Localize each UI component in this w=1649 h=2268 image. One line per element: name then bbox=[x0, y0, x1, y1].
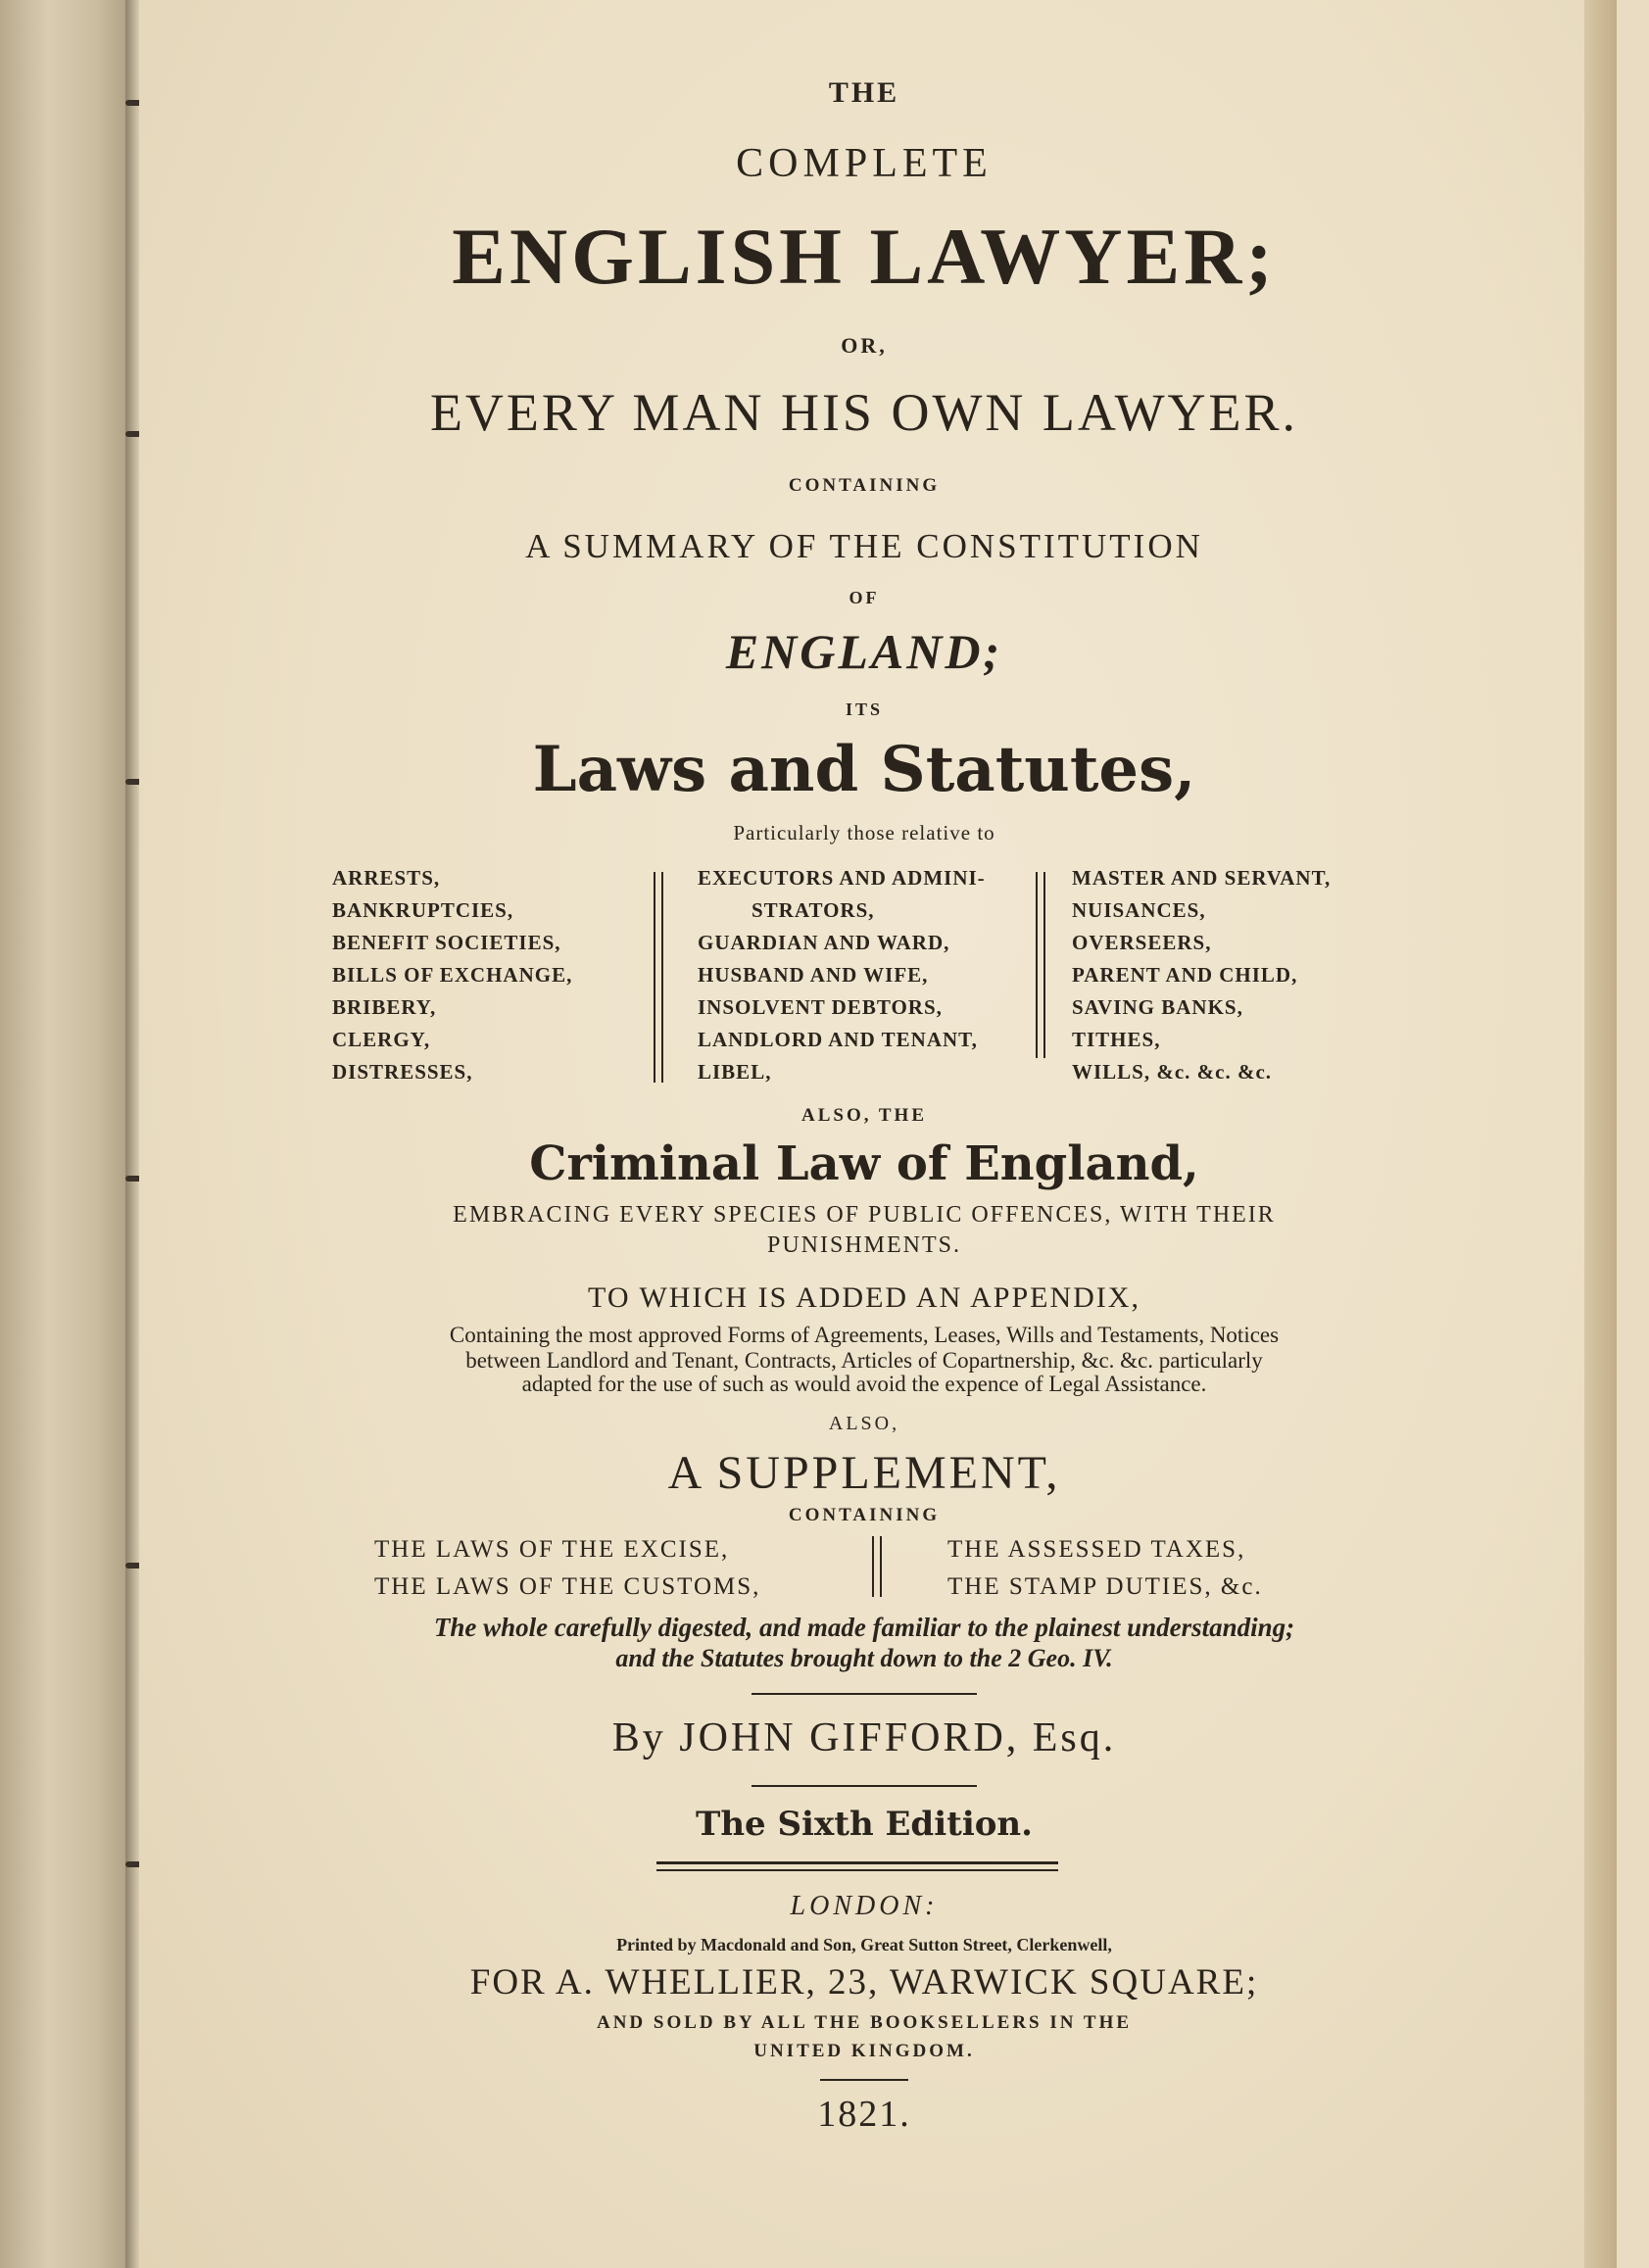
title-the: THE bbox=[828, 76, 900, 109]
containing-label: CONTAINING bbox=[788, 475, 941, 496]
topic-item: CLERGY, bbox=[332, 1028, 431, 1051]
spine-edge bbox=[125, 0, 139, 2268]
topic-item: DISTRESSES, bbox=[332, 1060, 473, 1084]
topics-column-2 bbox=[698, 862, 986, 1088]
laws-statutes-heading: Laws and Statutes, bbox=[532, 733, 1196, 806]
title-complete: COMPLETE bbox=[736, 141, 993, 186]
also-label: ALSO, bbox=[828, 1413, 900, 1434]
containing-label-2: CONTAINING bbox=[788, 1505, 941, 1525]
short-rule bbox=[820, 2079, 908, 2081]
its-label: ITS bbox=[845, 700, 884, 719]
topic-item: HUSBAND AND WIFE, bbox=[698, 963, 929, 987]
book-spine bbox=[0, 0, 137, 2268]
main-title: ENGLISH LAWYER; bbox=[452, 212, 1277, 301]
supplement-heading: A SUPPLEMENT, bbox=[667, 1447, 1061, 1499]
topic-item: TITHES, bbox=[1072, 1028, 1161, 1051]
column-divider bbox=[1036, 872, 1045, 1058]
also-the-label: ALSO, THE bbox=[800, 1105, 928, 1126]
topic-item: INSOLVENT DEBTORS, bbox=[698, 995, 943, 1019]
topic-item: BRIBERY, bbox=[332, 995, 437, 1019]
of-label: OF bbox=[849, 588, 880, 607]
double-rule-top bbox=[656, 1861, 1058, 1864]
topic-item: NUISANCES, bbox=[1072, 898, 1206, 922]
supplement-item: THE ASSESSED TAXES, bbox=[947, 1536, 1246, 1563]
column-divider bbox=[654, 872, 663, 1083]
supplement-item: THE LAWS OF THE CUSTOMS, bbox=[374, 1573, 761, 1600]
divider-rule bbox=[752, 1693, 977, 1695]
publisher-line: FOR A. WHELLIER, 23, WARWICK SQUARE; bbox=[469, 1962, 1259, 2003]
title-or: OR, bbox=[841, 333, 888, 358]
supplement-item: THE STAMP DUTIES, &c. bbox=[947, 1573, 1263, 1600]
topic-item: OVERSEERS, bbox=[1072, 931, 1212, 954]
digest-line-2: and the Statutes brought down to the 2 Geo. IV. bbox=[615, 1644, 1113, 1672]
supplement-column-1 bbox=[374, 1531, 760, 1606]
particularly-line: Particularly those relative to bbox=[733, 821, 995, 844]
topics-column-3 bbox=[1072, 862, 1331, 1088]
appendix-description-3: adapted for the use of such as would avoid the expence of Legal Assistance. bbox=[521, 1372, 1207, 1396]
topic-item: BILLS OF EXCHANGE, bbox=[332, 963, 573, 987]
topic-item: STRATORS, bbox=[752, 898, 875, 922]
topic-item: BANKRUPTCIES, bbox=[332, 898, 514, 922]
author-line: By JOHN GIFFORD, Esq. bbox=[611, 1715, 1117, 1761]
topic-item: BENEFIT SOCIETIES, bbox=[332, 931, 561, 954]
divider-rule bbox=[752, 1785, 977, 1787]
column-divider bbox=[872, 1536, 882, 1597]
alternate-title: EVERY MAN HIS OWN LAWYER. bbox=[429, 383, 1299, 442]
topic-item: SAVING BANKS, bbox=[1072, 995, 1243, 1019]
appendix-heading: TO WHICH IS ADDED AN APPENDIX, bbox=[588, 1281, 1140, 1314]
appendix-description-1: Containing the most approved Forms of Agreements, Leases, Wills and Testaments, Notices bbox=[449, 1323, 1280, 1347]
sold-by-line-2: UNITED KINGDOM. bbox=[753, 2041, 975, 2061]
criminal-law-heading: Criminal Law of England, bbox=[529, 1136, 1199, 1191]
topic-item: LANDLORD AND TENANT, bbox=[698, 1028, 978, 1051]
topic-item: PARENT AND CHILD, bbox=[1072, 963, 1298, 987]
topic-item: LIBEL, bbox=[698, 1060, 772, 1084]
sold-by-line-1: AND SOLD BY ALL THE BOOKSELLERS IN THE bbox=[596, 2012, 1133, 2033]
supplement-column-2 bbox=[947, 1531, 1263, 1606]
printer-line: Printed by Macdonald and Son, Great Sutton Street, Clerkenwell, bbox=[616, 1935, 1112, 1954]
summary-line: A SUMMARY OF THE CONSTITUTION bbox=[525, 527, 1203, 565]
double-rule-bottom bbox=[656, 1869, 1058, 1871]
supplement-item: THE LAWS OF THE EXCISE, bbox=[374, 1536, 730, 1563]
topic-item: EXECUTORS AND ADMINI- bbox=[698, 866, 986, 890]
topics-column-1 bbox=[332, 862, 572, 1088]
edition-line: The Sixth Edition. bbox=[696, 1805, 1033, 1844]
appendix-description-2: between Landlord and Tenant, Contracts, Articles of Copartnership, &c. &c. particularly bbox=[465, 1348, 1263, 1373]
topic-item: WILLS, &c. &c. &c. bbox=[1072, 1060, 1273, 1084]
england-heading: ENGLAND; bbox=[725, 624, 1003, 679]
digest-line-1: The whole carefully digested, and made familiar to the plainest understanding; bbox=[433, 1613, 1295, 1642]
embracing-line-2: PUNISHMENTS. bbox=[766, 1232, 962, 1258]
topic-item: ARRESTS, bbox=[332, 866, 441, 890]
imprint-city: LONDON: bbox=[790, 1891, 939, 1921]
topic-item: GUARDIAN AND WARD, bbox=[698, 931, 950, 954]
publication-year: 1821. bbox=[817, 2094, 911, 2135]
embracing-line-1: EMBRACING EVERY SPECIES OF PUBLIC OFFENCES, WITH THEIR bbox=[453, 1202, 1276, 1228]
title-page-content bbox=[139, 0, 1589, 2268]
topic-item: MASTER AND SERVANT, bbox=[1072, 866, 1332, 890]
